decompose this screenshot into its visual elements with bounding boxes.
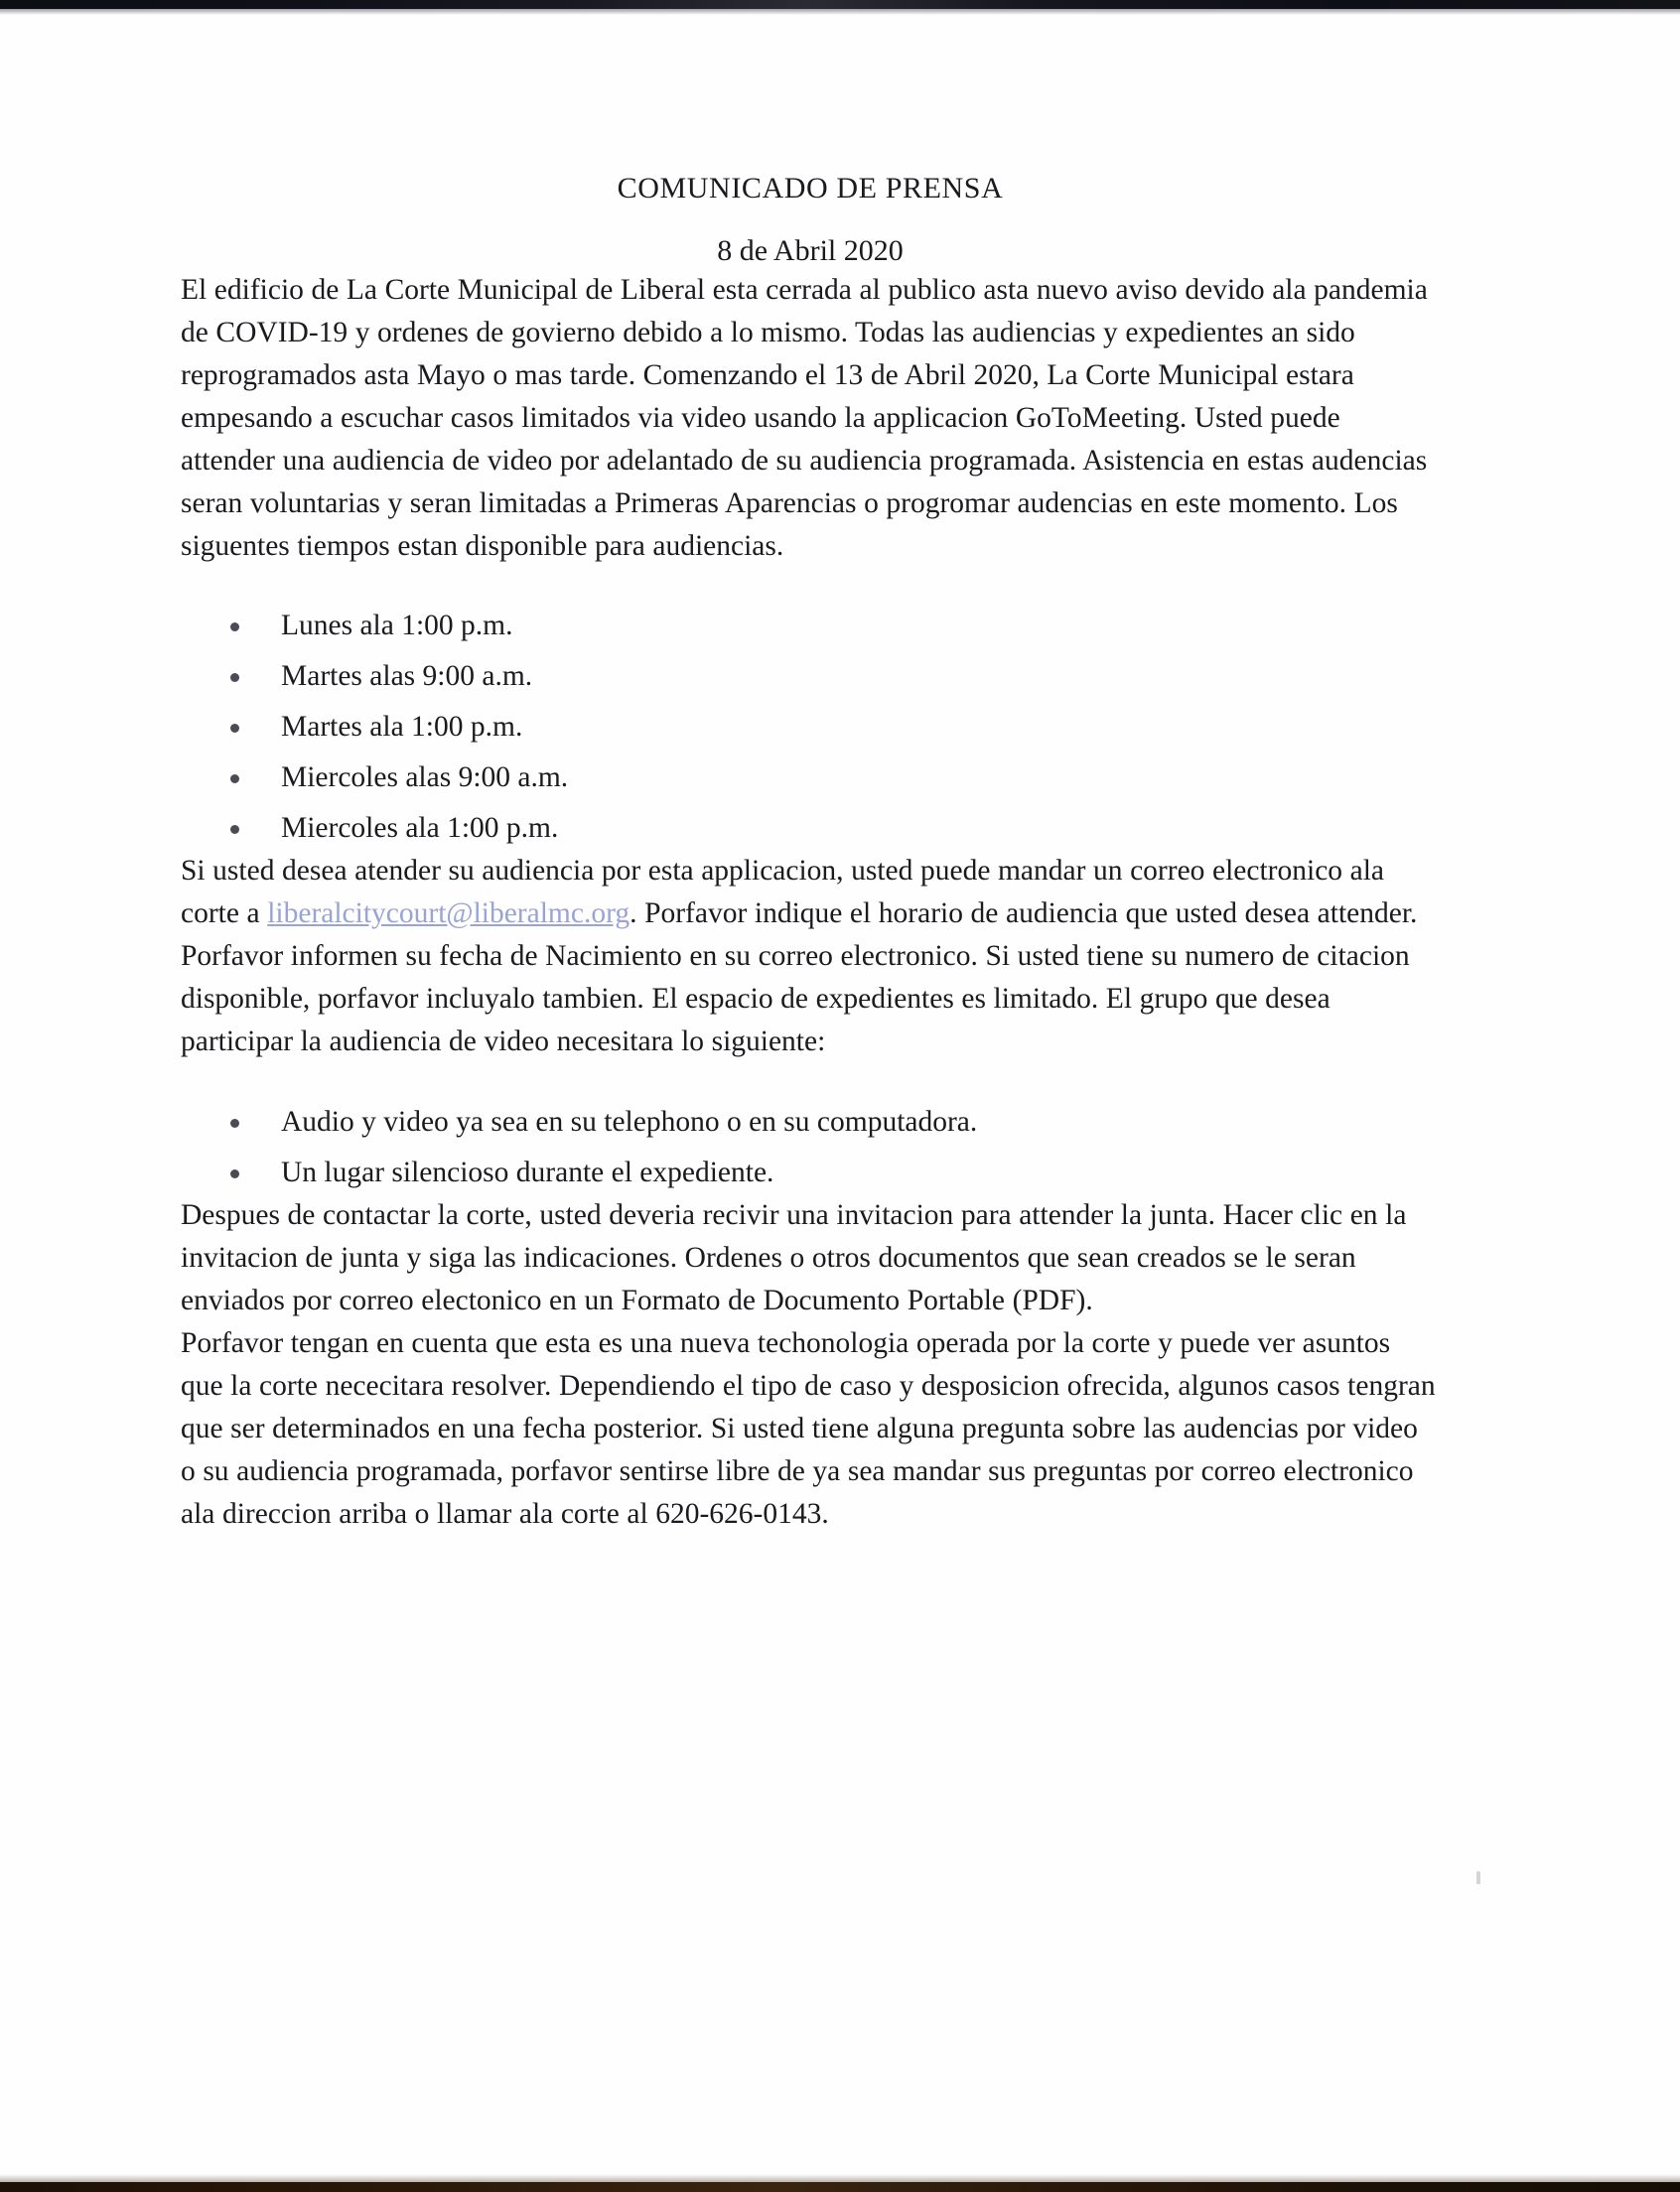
list-item-label: Martes ala 1:00 p.m. [281,711,523,743]
list-item-label: Miercoles alas 9:00 a.m. [281,761,569,793]
list-item [181,807,1440,850]
bullet-dot-icon [230,1119,239,1128]
scan-edge-bottom-artifact [0,2182,1680,2192]
list-item [181,756,1440,799]
list-item [181,605,1440,647]
list-item-label: Lunes ala 1:00 p.m. [281,610,513,641]
list-item [181,1101,1440,1144]
list-item-label: Miercoles ala 1:00 p.m. [281,812,559,844]
document-date: 8 de Abril 2020 [717,234,904,267]
court-email-link[interactable]: liberalcitycourt@liberalmc.org [267,897,630,929]
bullet-dot-icon [230,774,239,783]
page-title: COMUNICADO DE PRENSA [617,172,1004,205]
paragraph-after-contact: Despues de contactar la corte, usted deveria recivir una invitacion para attender la junta. Hacer clic en la invitacion de junta y siga las indicaciones. Ordenes o otros documentos que sean creados se le seran enviados por correo electonico en un Formato de Documento Portable (PDF). [181,1199,1407,1316]
paragraph-email-text-before: Si usted desea atender su audiencia por esta applicacion, usted puede mandar un correo electronico ala corte a [181,855,1384,929]
hearing-times-list [181,605,1440,850]
document-body [181,0,1440,1536]
bullet-dot-icon [230,724,239,733]
list-item [181,706,1440,749]
bullet-dot-icon [230,825,239,834]
paragraph-note: Porfavor tengan en cuenta que esta es una nueva techonologia operada por la corte y puede ver asuntos que la corte nececitara resolver. Dependiendo el tipo de caso y desposicion ofrecida, algunos casos tengran que ser determinados en una fecha posterior. Si usted tiene alguna pregunta sobre las audencias por video o su audiencia programada, porfavor sentirse libre de ya sea mandar sus preguntas por correo electronico ala direccion arriba o llamar ala corte al 620-626-0143. [181,1327,1436,1530]
bullet-dot-icon [230,622,239,631]
paragraph-email-instructions [181,850,1440,1063]
list-item-label: Audio y video ya sea en su telephono o en su computadora. [281,1106,978,1138]
scan-speck-artifact [1476,1871,1480,1884]
bullet-dot-icon [230,1169,239,1178]
paragraph-intro: El edificio de La Corte Municipal de Liberal esta cerrada al publico asta nuevo aviso devido ala pandemia de COVID-19 y ordenes de govierno debido a lo mismo. Todas las audiencias y expedientes an sido reprogramados asta Mayo o mas tarde. Comenzando el 13 de Abril 2020, La Corte Municipal estara empesando a escuchar casos limitados via video usando la applicacion GoToMeeting. Usted puede attender una audiencia de video por adelantado de su audiencia programada. Asistencia en estas audencias seran voluntarias y seran limitadas a Primeras Aparencias o progromar audencias en este momento. Los siguentes tiempos estan disponible para audiencias. [181,274,1428,562]
bullet-dot-icon [230,673,239,682]
requirements-list [181,1101,1440,1194]
list-item [181,655,1440,698]
list-item-label: Un lugar silencioso durante el expediente. [281,1157,774,1188]
list-item-label: Martes alas 9:00 a.m. [281,660,533,692]
paragraph-email-text-after: . Porfavor indique el horario de audiencia que usted desea attender. Porfavor informen su fecha de Nacimiento en su correo electronico. Si usted tiene su numero de citacion disponible, porfavor incluyalo tambien. El espacio de expedientes es limitado. El grupo que desea participar la audiencia de video necesitara lo siguiente: [181,897,1418,1057]
list-item [181,1152,1440,1194]
